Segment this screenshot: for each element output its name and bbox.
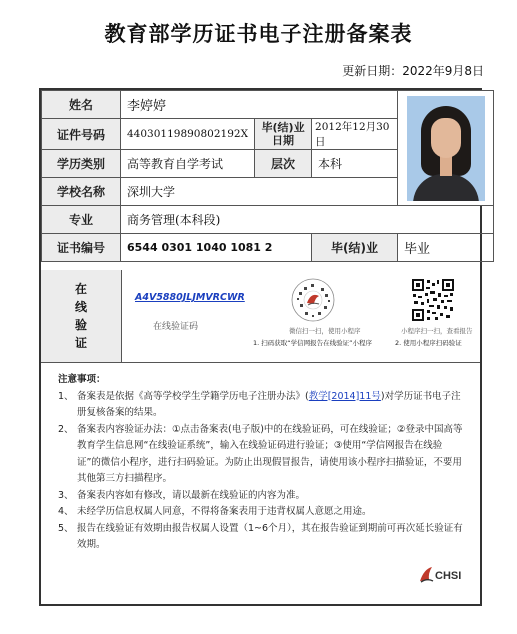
- verify-label: 在 线 验 证: [41, 270, 122, 362]
- id-value: 44030119890802192X: [121, 119, 255, 150]
- regulation-link[interactable]: 教学[2014]11号: [308, 390, 381, 402]
- level-label: 层次: [255, 150, 312, 178]
- logo-text: CHSI: [435, 570, 462, 582]
- photo-cell: [398, 91, 494, 206]
- note-item: 1、 备案表是依据《高等学校学生学籍学历电子注册办法》(教学[2014]11号)对学历证书电子注册复核备案的结果。: [58, 390, 461, 418]
- grad-date-label: 毕(结)业日期: [255, 119, 312, 150]
- grad-label: 毕(结)业: [312, 234, 398, 262]
- cert-value: 6544 0301 1040 1081 2: [121, 234, 312, 262]
- note-item: 3、 备案表内容如有修改，请以最新在线验证的内容为准。: [58, 489, 306, 501]
- major-label: 专业: [42, 206, 121, 234]
- document-title: 教育部学历证书电子注册备案表: [104, 22, 413, 46]
- student-photo: [407, 96, 485, 201]
- qr1-step: 1. 扫码获取“学信网报告在线验证”小程序: [253, 339, 373, 347]
- name-label: 姓名: [42, 91, 121, 119]
- note-item: 4、 未经学历信息权属人同意，不得将备案表用于违背权属人意愿之用途。: [58, 506, 372, 517]
- note-item: 5、 报告在线验证有效期由报告权属人设置（1~6个月），其在报告验证到期前可再次延长验证有效期。: [58, 522, 463, 550]
- qr2-step: 2. 使用小程序扫码验证: [395, 339, 462, 347]
- chsi-logo: [418, 563, 468, 585]
- school-value: 深圳大学: [121, 178, 398, 206]
- qr1-caption: 微信扫一扫，使用小程序: [289, 327, 361, 335]
- name-value: 李婷婷: [121, 91, 398, 119]
- school-label: 学校名称: [42, 178, 121, 206]
- cert-label: 证书编号: [42, 234, 121, 262]
- verify-code-link[interactable]: A4V5880JLJMVRCWR: [135, 292, 245, 303]
- level-value: 本科: [312, 150, 398, 178]
- notes-section: [58, 372, 466, 554]
- grad-value: 毕业: [398, 234, 494, 262]
- id-label: 证件号码: [42, 119, 121, 150]
- verify-code-label: 在线验证码: [153, 322, 199, 332]
- notes-heading: 注意事项：: [58, 374, 106, 385]
- verify-section: [41, 270, 480, 363]
- qr2-caption: 小程序扫一扫，查看报告: [401, 327, 473, 335]
- report-qr-icon: [411, 278, 455, 322]
- chsi-bird-icon: [418, 563, 468, 585]
- note-item: 2、 备案表内容验证办法：①点击备案表(电子版)中的在线验证码，可在线验证；②登录中国高等教育学生信息网“在线验证系统”，输入在线验证码进行验证；③使用“学信网报告在线验证”的微信小程序，进行扫码验证。为防止出现假冒报告，请使用该小程序扫描验证，不要用其他第三方扫描程序。: [58, 423, 463, 484]
- category-value: 高等教育自学考试: [121, 150, 255, 178]
- info-table: [41, 90, 494, 262]
- grad-date-value: 2012年12月30日: [312, 119, 398, 150]
- miniprogram-qr-icon: [291, 278, 335, 322]
- major-value: 商务管理(本科段): [121, 206, 494, 234]
- category-label: 学历类别: [42, 150, 121, 178]
- update-date: 更新日期：2022年9月8日: [342, 64, 484, 78]
